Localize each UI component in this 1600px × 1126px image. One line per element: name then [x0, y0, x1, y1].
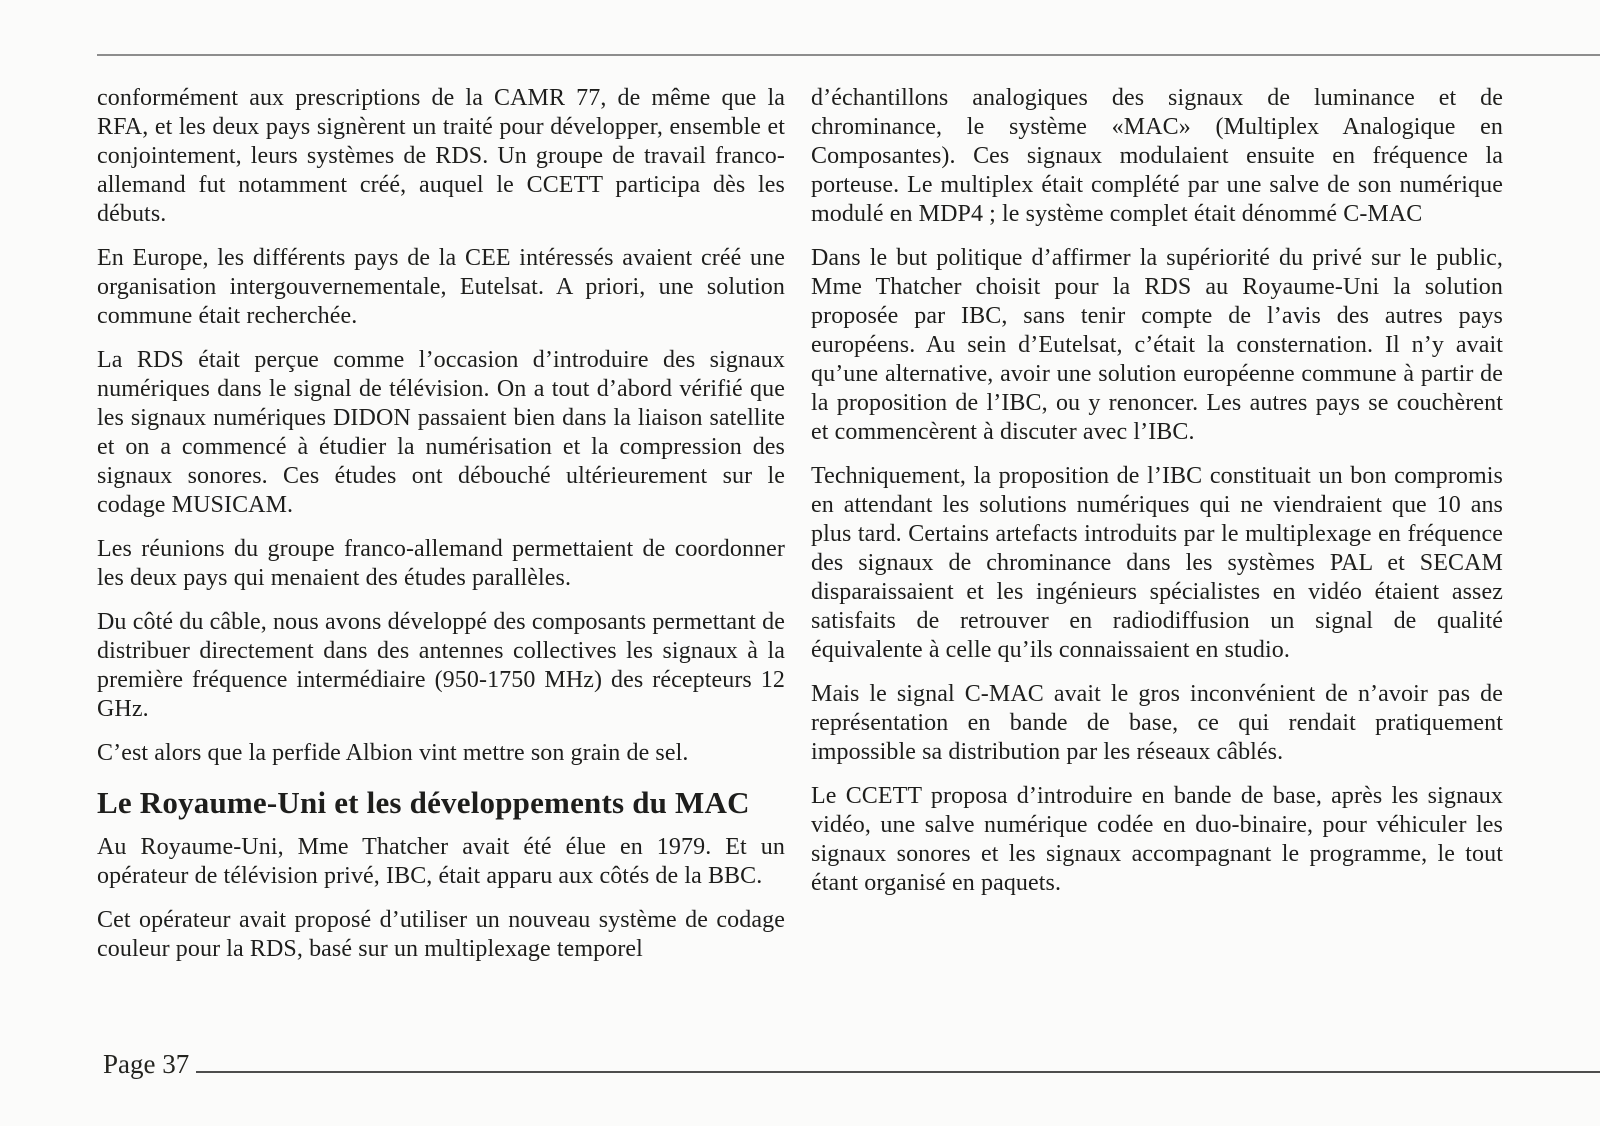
paragraph-eutelsat: En Europe, les différents pays de la CEE intéressés avaient créé une organisation intergouvernementale, Eutelsat. A priori, une solution commune était recherchée.	[97, 245, 785, 329]
paragraph-politique: Dans le but politique d’affirmer la supériorité du privé sur le public, Mme Thatcher choisit pour la RDS au Royaume-Uni la solution proposée par IBC, sans tenir compte de l’avis des autres pays européens. Au sein d’Eutelsat, c’était la consternation. Il n’y avait qu’une alternative, avoir une solution européenne commune à partir de la proposition de l’IBC, ou y renoncer. Les autres pays se couchèrent et commencèrent à discuter avec l’IBC.	[811, 245, 1503, 445]
section-heading: Le Royaume-Uni et les développements du MAC	[97, 785, 750, 820]
paragraph-mac: d’échantillons analogiques des signaux de luminance et de chrominance, le système «MAC» (Multiplex Analogique en Composantes). Ces signaux modulaient ensuite en fréquence la porteuse. Le multiplex était complété par une salve de son numérique modulé en MDP4 ; le système complet était dénommé C-MAC	[811, 85, 1503, 227]
right-column	[811, 84, 1503, 898]
paragraph-thatcher: Au Royaume-Uni, Mme Thatcher avait été élue en 1979. Et un opérateur de télévision privé, IBC, était apparu aux côtés de la BBC.	[97, 834, 785, 889]
paragraph-ccett-proposa: Le CCETT proposa d’introduire en bande de base, après les signaux vidéo, une salve numérique codée en duo-binaire, pour véhiculer les signaux sonores et les signaux accompagnant le programme, le tout étant organisé en paquets.	[811, 783, 1503, 896]
paragraph-cmac-inconvenient: Mais le signal C-MAC avait le gros inconvénient de n’avoir pas de représentation en bande de base, ce qui rendait pratiquement impossible sa distribution par les réseaux câblés.	[811, 681, 1503, 765]
footer-rule	[196, 1071, 1600, 1073]
paragraph-operateur: Cet opérateur avait proposé d’utiliser un nouveau système de codage couleur pour la RDS, basé sur un multiplexage temporel	[97, 907, 785, 962]
text-columns	[97, 84, 1503, 964]
paragraph-camr77: conformément aux prescriptions de la CAMR 77, de même que la RFA, et les deux pays signèrent un traité pour développer, ensemble et conjointement, leurs systèmes de RDS. Un groupe de travail franco-allemand fut notamment créé, auquel le CCETT participa dès les débuts.	[97, 85, 785, 227]
paragraph-reunions: Les réunions du groupe franco-allemand permettaient de coordonner les deux pays qui menaient des études parallèles.	[97, 536, 785, 591]
page-footer	[0, 1046, 1600, 1086]
page-number: Page 37	[103, 1049, 190, 1079]
paragraph-albion: C’est alors que la perfide Albion vint mettre son grain de sel.	[97, 740, 689, 766]
left-column	[97, 84, 785, 964]
paragraph-cable: Du côté du câble, nous avons développé des composants permettant de distribuer directement dans des antennes collectives les signaux à la première fréquence intermédiaire (950-1750 MHz) des récepteurs 12 GHz.	[97, 609, 785, 722]
paragraph-techniquement: Techniquement, la proposition de l’IBC constituait un bon compromis en attendant les solutions numériques qui ne viendraient que 10 ans plus tard. Certains artefacts introduits par le multiplexage en fréquence des signaux de chrominance dans les systèmes PAL et SECAM disparaissaient et les ingénieurs spécialistes en vidéo étaient assez satisfaits de retrouver en radiodiffusion un signal de qualité équivalente à celle qu’ils connaissaient en studio.	[811, 463, 1503, 663]
paragraph-rds-numerique: La RDS était perçue comme l’occasion d’introduire des signaux numériques dans le signal de télévision. On a tout d’abord vérifié que les signaux numériques DIDON passaient bien dans la liaison satellite et on a commencé à étudier la numérisation et la compression des signaux sonores. Ces études ont débouché ultérieurement sur le codage MUSICAM.	[97, 347, 785, 518]
header-rule	[97, 54, 1600, 56]
